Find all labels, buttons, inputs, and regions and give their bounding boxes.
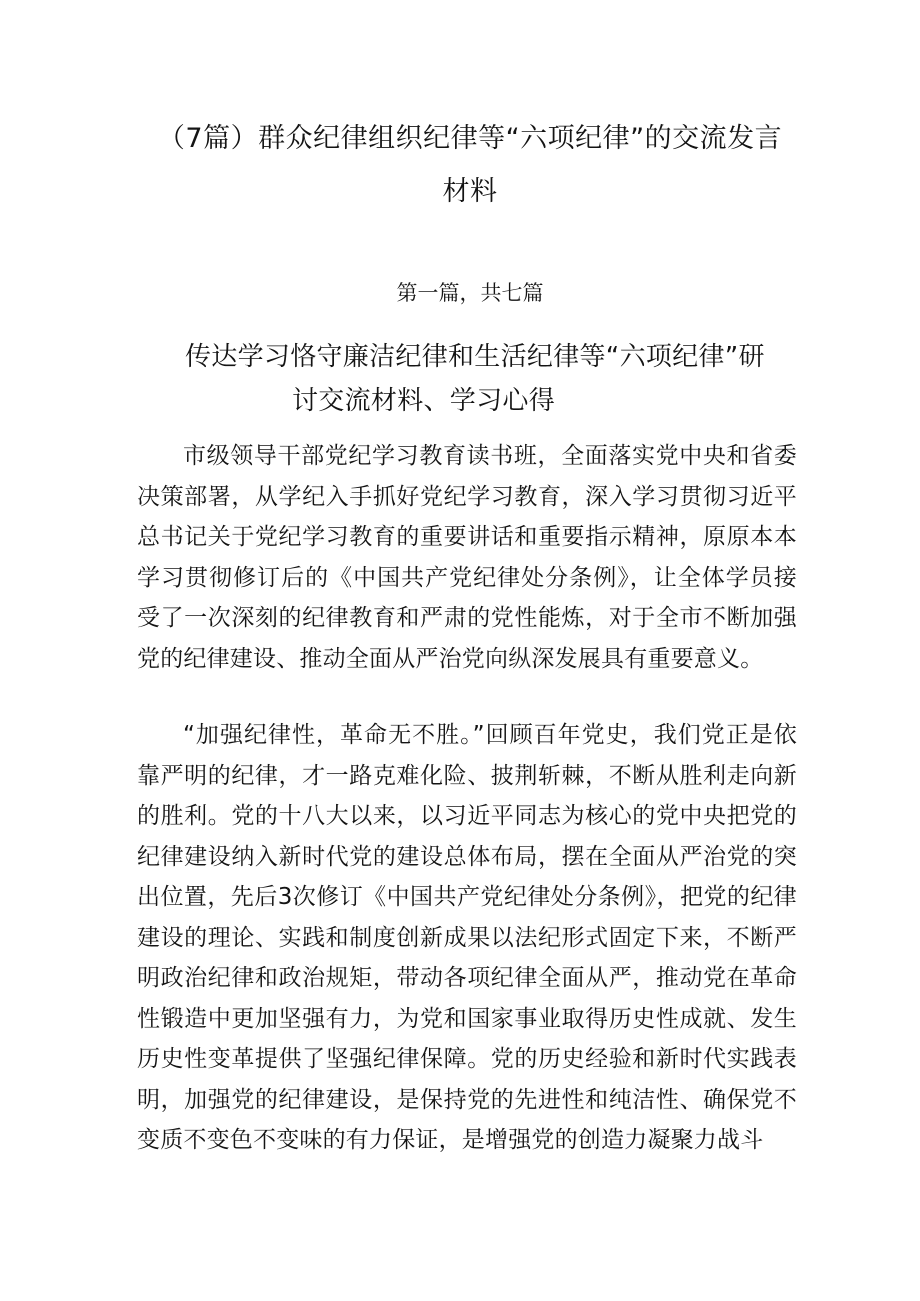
article-title [185, 335, 795, 423]
article-index-label: 第一篇，共七篇 [396, 281, 544, 305]
body-paragraph-2: “加强纪律性，革命无不胜。”回顾百年党史，我们党正是依靠严明的纪律，才一路克难化险、披荆斩棘，不断从胜利走向新的胜利。党的十八大以来，以习近平同志为核心的党中央把党的纪律建设纳入新时代党的建设总体布局，摆在全面从严治党的突出位置，先后3次修订《中国共产党纪律处分条例》，把党的纪律建设的理论、实践和制度创新成果以法纪形式固定下来，不断严明政治纪律和政治规矩，带动各项纪律全面从严，推动党在革命性锻造中更加坚强有力，为党和国家事业取得历史性成就、发生历史性变革提供了坚强纪律保障。党的历史经验和新时代实践表明，加强党的纪律建设，是保持党的先进性和纯洁性、确保党不变质不变色不变味的有力保证，是增强党的创造力凝聚力战斗 [137, 722, 797, 1153]
document-title: （7篇）群众纪律组织纪律等“六项纪律”的交流发言材料 [157, 123, 783, 207]
article-title-line-1: 传达学习恪守廉洁纪律和生活纪律等“六项纪律”研 [185, 342, 765, 372]
article-title-line-2: 讨交流材料、学习心得 [292, 386, 556, 416]
body-paragraph-1: 市级领导干部党纪学习教育读书班，全面落实党中央和省委决策部署，从学纪入手抓好党纪学习教育，深入学习贯彻习近平总书记关于党纪学习教育的重要讲话和重要指示精神，原原本本学习贯彻修订后的《中国共产党纪律处分条例》，让全体学员接受了一次深刻的纪律教育和严肃的党性能炼，对于全市不断加强党的纪律建设、推动全面从严治党向纵深发展具有重要意义。 [137, 443, 797, 672]
